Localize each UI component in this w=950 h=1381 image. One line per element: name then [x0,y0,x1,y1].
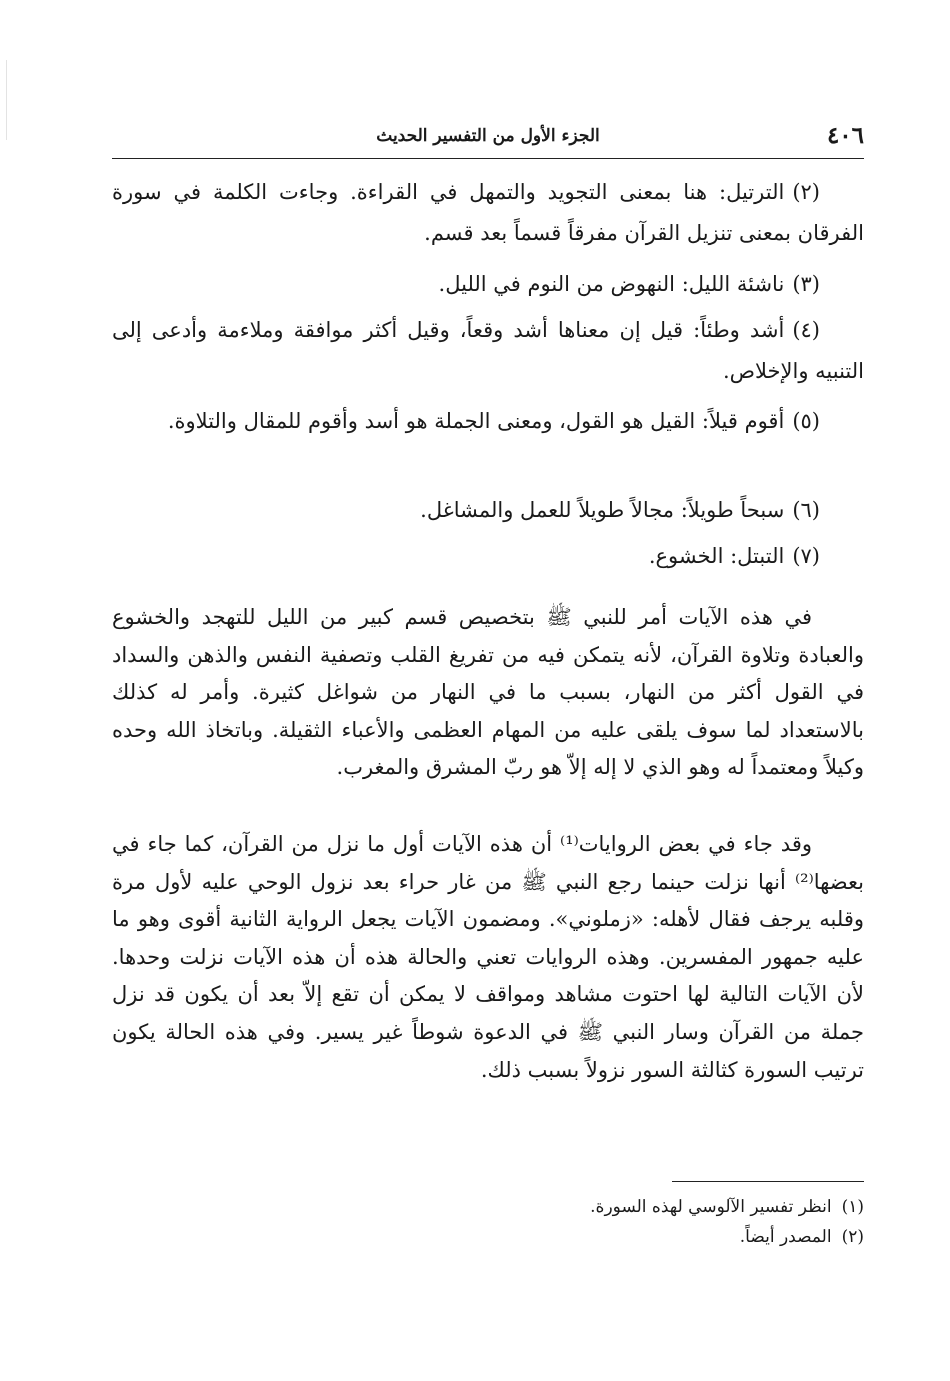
scan-gutter-mark [6,60,7,140]
note-text: الترتيل: هنا بمعنى التجويد والتمهل في القراءة. وجاءت الكلمة في سورة الفرقان بمعنى تنزيل القرآن مفرقاً قسماً بعد قسم. [112,180,864,245]
footnote-1 [112,1193,864,1221]
footnote-text: انظر تفسير الآلوسي لهذه السورة. [590,1197,832,1217]
note-2 [112,172,864,254]
note-number: (٧) [792,544,820,568]
note-number: (٢) [792,180,820,204]
note-number: (٥) [792,409,820,433]
note-5 [112,401,864,442]
footnote-number: (١) [841,1197,864,1217]
footnote-text: المصدر أيضاً. [739,1227,832,1247]
note-6 [112,490,864,531]
footnote-2 [112,1223,864,1251]
footnote-number: (٢) [841,1227,864,1247]
note-text: أقوم قيلاً: القيل هو القول، ومعنى الجملة هو أسد وأقوم للمقال والتلاوة. [167,409,785,433]
note-text: سبحاً طويلاً: مجالاً طويلاً للعمل والمشاغل. [420,498,785,522]
body-paragraph-2: وقد جاء في بعض الروايات⁽¹⁾ أن هذه الآيات أول ما نزل من القرآن، كما جاء في بعضها⁽²⁾ أنها نزلت حينما رجع النبي ﷺ من غار حراء بعد نزول الوحي عليه لأول مرة وقلبه يرجف فقال لأهله: «زملوني». ومضمون الآيات يجعل الرواية الثانية أقوى وهو ما عليه جمهور المفسرين. وهذه الروايات تعني والحالة هذه أن هذه الآيات نزلت وحدها. لأن الآيات التالية لها احتوت مشاهد ومواقف لا يمكن أن تقع إلاّ بعد أن يكون قد نزل جملة من القرآن وسار النبي ﷺ في الدعوة شوطاً غير يسير. وفي هذه الحالة يكون ترتيب السورة كثالثة السور نزولاً بسبب ذلك. [112,832,864,1082]
note-number: (٦) [792,498,820,522]
note-text: التبتل: الخشوع. [648,544,785,568]
note-3 [112,264,864,305]
note-4 [112,310,864,392]
note-text: أشد وطئاً: قيل إن معناها أشد وقعاً، وقيل أكثر موافقة وملاءمة وأدعى إلى التنبيه والإخلاص. [112,318,864,383]
page-number: ٤٠٦ [826,122,864,149]
note-text: ناشئة الليل: النهوض من النوم في الليل. [438,272,785,296]
note-number: (٤) [792,318,820,342]
page-header [112,118,864,159]
note-7 [112,536,864,577]
running-title: الجزء الأول من التفسير الحديث [376,126,600,146]
note-number: (٣) [792,272,820,296]
footnote-separator [672,1181,864,1182]
body-paragraph-1: في هذه الآيات أمر للنبي ﷺ بتخصيص قسم كبير من الليل للتهجد والخشوع والعبادة وتلاوة القرآن، لأنه يتمكن فيه من تفريغ القلب وتصفية النفس والذهن والسداد في القول أكثر من النهار، بسبب ما في النهار من شواغل كثيرة. وأمر له كذلك بالاستعداد لما سوف يلقى عليه من المهام العظمى والأعباء الثقيلة. وباتخاذ الله وحده وكيلاً ومعتمداً له وهو الذي لا إله إلاّ هو ربّ المشرق والمغرب. [112,605,864,780]
